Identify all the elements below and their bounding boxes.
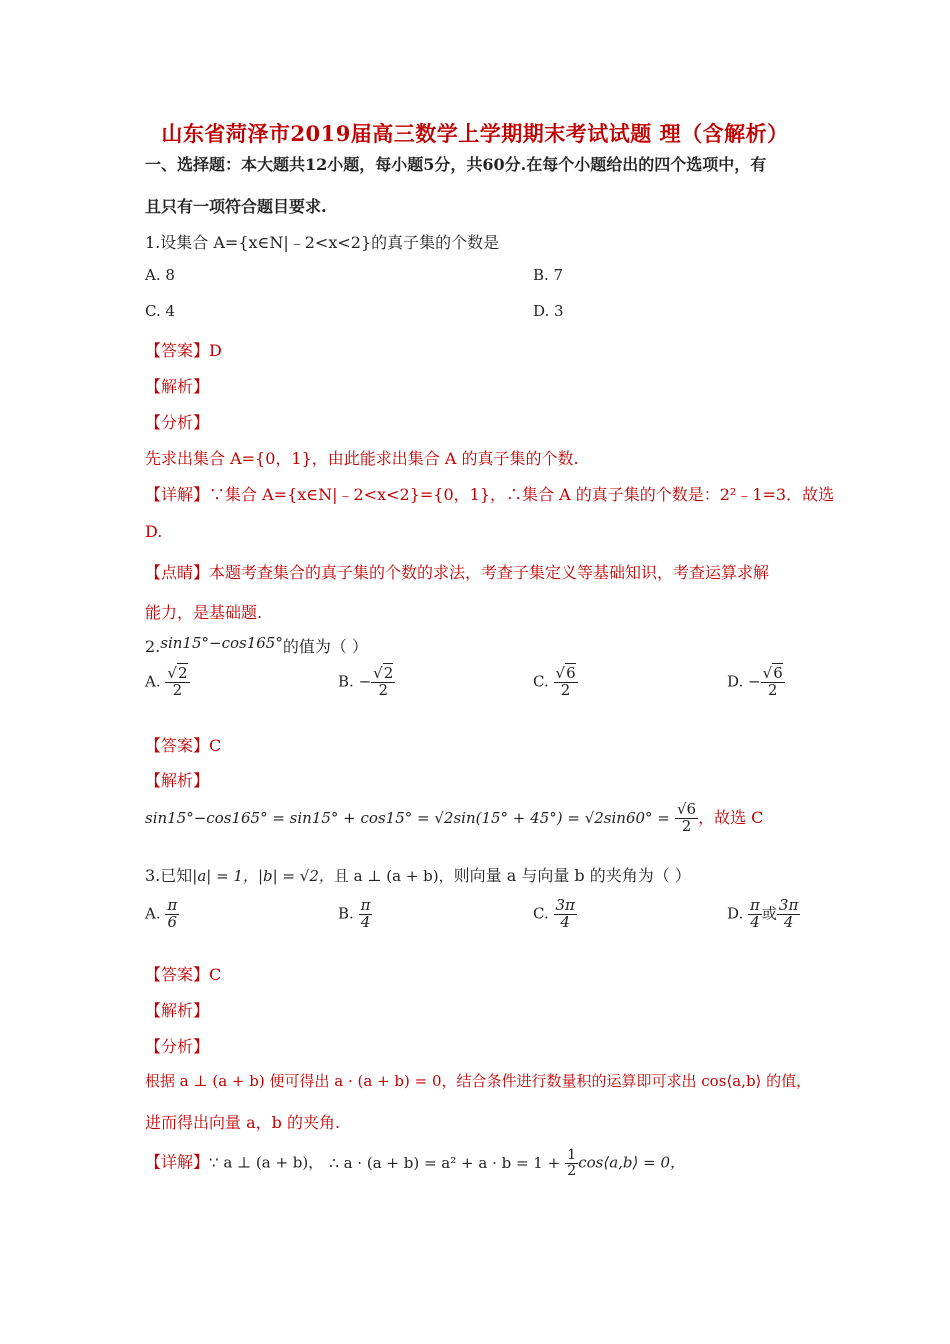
- answer-label: 【答案】: [145, 341, 210, 360]
- detail-text: ∵集合 A={x∈N|﹣2<x<2}={0，1}，∴集合 A 的真子集的个数是：2²﹣1=3．故选: [209, 485, 835, 504]
- q2-solution: sin15°−cos165° = sin15° + cos15° = √2sin(15° + 45°) = √2sin60° = $\frac{√6}{2}$ ，故选 C: [145, 800, 764, 835]
- q3-option-c: C. $\frac{3\pi}{4}$: [533, 896, 575, 931]
- q1-analysis: 先求出集合 A={0，1}，由此能求出集合 A 的真子集的个数.: [145, 449, 579, 468]
- q2-option-d: D. − $\frac{√6}{2}$: [727, 664, 783, 699]
- q1-option-d: D. 3: [533, 302, 564, 320]
- q2-answer: 【答案】C: [145, 736, 222, 755]
- q3-analysis-line1: 根据 a ⊥ (a + b) 便可得出 a · (a + b) = 0，结合条件进行数量积的运算即可求出 cos⟨a,b⟩ 的值，: [145, 1072, 812, 1090]
- detail-label: 【详解】: [145, 485, 210, 504]
- q1-detail-line2: D.: [145, 522, 163, 541]
- q3-option-a: A. $\frac{\pi}{6}$: [145, 896, 178, 931]
- page-title: 山东省菏泽市2019届高三数学上学期期末考试试题 理（含解析）: [161, 121, 789, 146]
- q3-jiexi-label: 【解析】: [145, 1001, 210, 1020]
- q2-option-b: B. − $\frac{√2}{2}$: [338, 664, 394, 699]
- q2-number: 2.: [145, 637, 161, 656]
- q3-option-d: D. $\frac{\pi}{4}$ 或 $\frac{3\pi}{4}$: [727, 896, 799, 931]
- q3-answer: 【答案】C: [145, 965, 222, 984]
- comment-text: 本题考查集合的真子集的个数的求法，考查子集定义等基础知识，考查运算求解: [209, 563, 770, 582]
- q2-stem: [145, 634, 368, 657]
- section-heading-line1: 一、选择题：本大题共12小题，每小题5分，共60分.在每个小题给出的四个选项中，有: [145, 155, 767, 174]
- comment-label: 【点睛】: [145, 563, 210, 582]
- q2-expression: sin15°−cos165°: [160, 634, 283, 652]
- q3-fenxi-label: 【分析】: [145, 1037, 210, 1056]
- q1-option-c: C. 4: [145, 302, 176, 320]
- q2-jiexi-label: 【解析】: [145, 771, 210, 790]
- q1-jiexi-label: 【解析】: [145, 377, 210, 396]
- q1-stem: 1.设集合 A={x∈N|﹣2<x<2}的真子集的个数是: [145, 233, 500, 252]
- q2-option-a: A. $\frac{√2}{2}$: [145, 664, 188, 699]
- q1-fenxi-label: 【分析】: [145, 413, 210, 432]
- q1-detail-line1: [145, 482, 834, 505]
- q3-option-b: B. $\frac{\pi}{4}$: [338, 896, 371, 931]
- q1-option-a: A. 8: [145, 266, 175, 284]
- q3-analysis-line2: 进而得出向量 a，b 的夹角.: [145, 1113, 341, 1132]
- q3-stem: 3.已知|a| = 1，|b| = √2，且 a ⊥ (a + b)，则向量 a 与向量 b 的夹角为（ ）: [145, 866, 691, 885]
- answer-value: D: [209, 341, 222, 360]
- q3-detail: 【详解】∵ a ⊥ (a + b)， ∴ a · (a + b) = a² + a · b = 1 + $\frac{1}{2}$ cos⟨a,b⟩ = 0，: [145, 1147, 686, 1179]
- q1-comment-line2: 能力，是基础题.: [145, 603, 263, 622]
- q1-answer: [145, 338, 222, 361]
- section-heading-line2: 且只有一项符合题目要求.: [145, 197, 327, 216]
- q2-tail: 的值为（ ）: [282, 637, 368, 656]
- q1-comment-line1: [145, 560, 769, 583]
- q2-option-c: C. $\frac{√6}{2}$: [533, 664, 576, 699]
- q1-option-b: B. 7: [533, 266, 564, 284]
